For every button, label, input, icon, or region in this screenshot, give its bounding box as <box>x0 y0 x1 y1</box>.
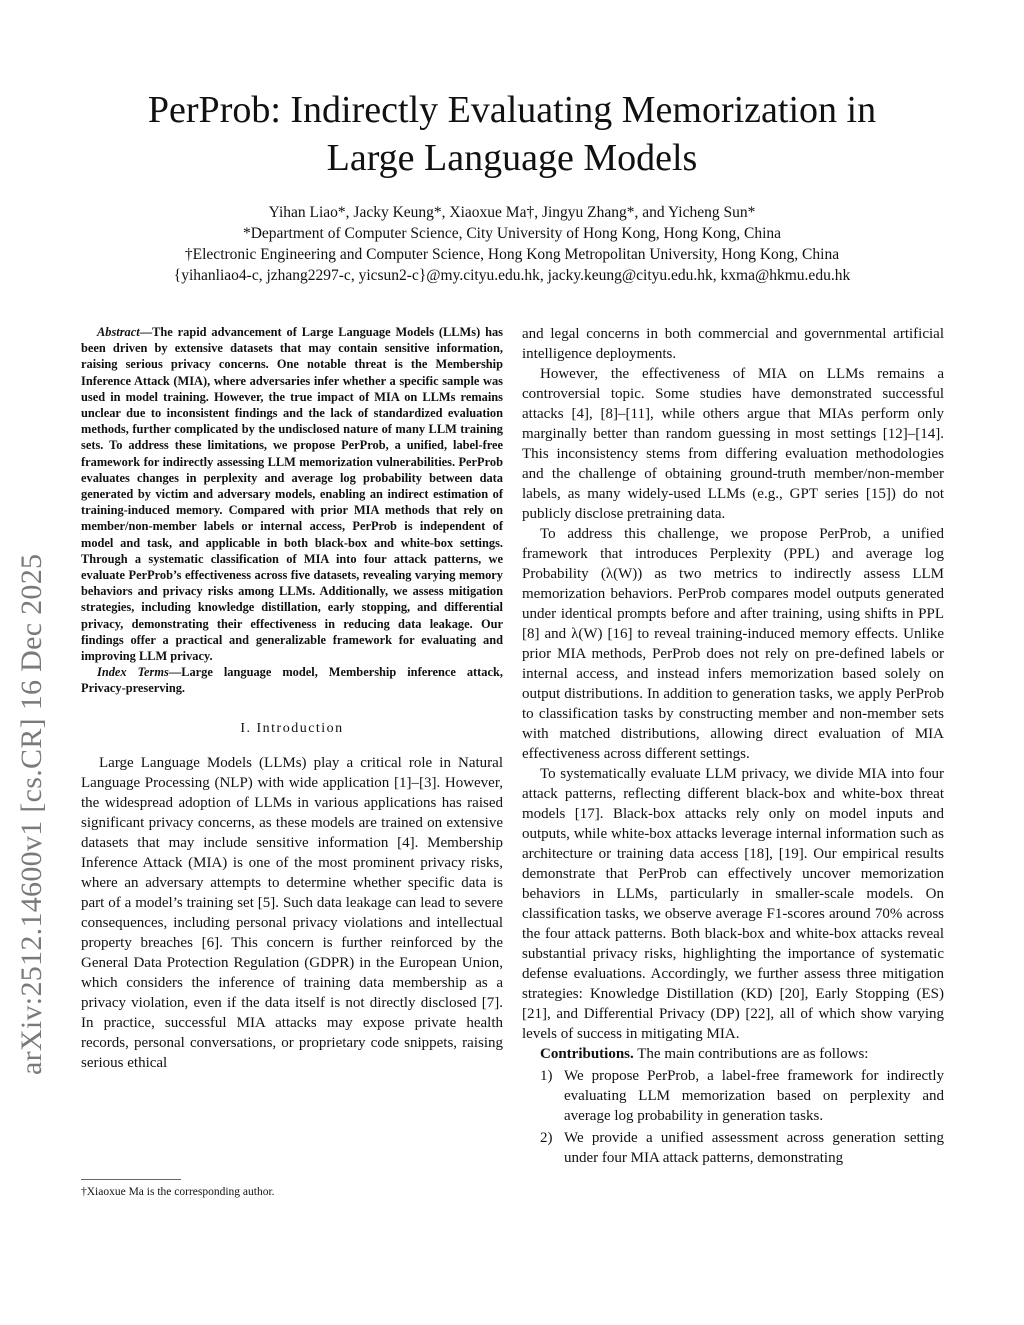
right-paragraph-1: However, the effectiveness of MIA on LLMs remains a controversial topic. Some studies have demonstrated successful attacks [4], [8]–[11], while others argue that MIAs perform only marginally better than random guessing in most settings [12]–[14]. This inconsistency stems from differing evaluation methodologies and the challenge of obtaining ground-truth member/non-member labels, as many widely-used LLMs (e.g., GPT series [15]) do not publicly disclose pretraining data. <box>522 366 944 522</box>
abstract-label: Abstract <box>97 325 140 339</box>
author-emails: {yihanliao4-c, jzhang2297-c, yicsun2-c}@my.cityu.edu.hk, jacky.keung@cityu.edu.hk, kxma@hkmu.edu.hk <box>173 267 851 284</box>
title-line-1: PerProb: Indirectly Evaluating Memorization in <box>147 89 877 131</box>
right-column <box>522 324 944 1170</box>
list-item <box>522 1066 944 1126</box>
paper-title <box>80 86 944 182</box>
affiliation-2: †Electronic Engineering and Computer Science, Hong Kong Metropolitan University, Hong Kong, China <box>184 246 840 263</box>
section-heading-introduction: I. Introduction <box>240 720 344 736</box>
abstract-text: —The rapid advancement of Large Language Models (LLMs) has been driven by extensive datasets that may contain sensitive information, raising serious privacy concerns. One notable threat is the Membership Inference Attack (MIA), where adversaries infer whether a specific sample was used in model training. However, the true impact of MIA on LLMs remains unclear due to inconsistent findings and the lack of standardized evaluation methods, further complicated by the undisclosed nature of many LLM training sets. To address these limitations, we propose PerProb, a unified, label-free framework for indirectly assessing LLM memorization vulnerabilities. PerProb evaluates changes in perplexity and average log probability between data generated by victim and adversary models, enabling an indirect estimation of training-induced memory. Compared with prior MIA methods that rely on member/non-member labels or internal access, PerProb is independent of model and task, and applicable in both black-box and white-box settings. Through a systematic classification of MIA into four attack patterns, we evaluate PerProb’s effectiveness across five datasets, revealing varying memory behaviors and privacy risks among LLMs. Additionally, we assess mitigation strategies, including knowledge distillation, early stopping, and differential privacy, demonstrating their effectiveness in reducing data leakage. Our findings offer a practical and generalizable framework for evaluating and improving LLM privacy. <box>81 325 503 664</box>
list-item-number: 2) <box>540 1130 553 1146</box>
author-list: Yihan Liao*, Jacky Keung*, Xiaoxue Ma†, Jingyu Zhang*, and Yicheng Sun* <box>268 204 756 221</box>
list-item-number: 1) <box>540 1068 553 1084</box>
contributions-text: The main contributions are as follows: <box>633 1046 869 1062</box>
footnote: †Xiaoxue Ma is the corresponding author. <box>81 1185 501 1199</box>
right-paragraph-0: and legal concerns in both commercial and governmental artificial intelligence deployments. <box>522 326 944 362</box>
affiliation-1: *Department of Computer Science, City University of Hong Kong, Hong Kong, China <box>242 225 782 242</box>
index-terms-text: —Large language model, Membership inference attack, Privacy-preserving. <box>81 665 503 696</box>
list-item-text: We propose PerProb, a label-free framework for indirectly evaluating LLM memorization based on perplexity and average log probability in generation tasks. <box>564 1068 944 1124</box>
right-paragraph-2: To address this challenge, we propose PerProb, a unified framework that introduces Perplexity (PPL) and average log Probability (λ(W)) as two metrics to indirectly assess LLM memorization behaviors. PerProb compares model outputs generated under identical prompts before and after training, using shifts in PPL [8] and λ(W) [16] to reveal training-induced memory effects. Unlike prior MIA methods, PerProb does not rely on pre-defined labels or internal access, and instead infers memorization based solely on output distributions. In addition to generation tasks, we apply PerProb to classification tasks by constructing member and non-member sets with matched distributions, allowing direct evaluation of MIA effectiveness across different settings. <box>522 526 944 762</box>
index-terms-label: Index Terms <box>97 665 169 680</box>
arxiv-side-label: arXiv:2512.14600v1 [cs.CR] 16 Dec 2025 <box>15 553 48 1075</box>
list-item-text: We provide a unified assessment across generation setting under four MIA attack patterns, demonstrating <box>564 1130 944 1166</box>
abstract <box>81 324 503 697</box>
title-line-2: Large Language Models <box>326 137 698 179</box>
right-paragraph-3: To systematically evaluate LLM privacy, we divide MIA into four attack patterns, reflecting different black-box and white-box threat models [17]. Black-box attacks rely only on model inputs and outputs, while white-box attacks leverage internal information such as architecture or training data access [18], [19]. Our empirical results demonstrate that PerProb can effectively uncover memorization behaviors in LLMs, particularly in smaller-scale models. On classification tasks, we observe average F1-scores around 70% across the four attack patterns. Both black-box and white-box attacks reveal substantial privacy risks, highlighting the importance of systematic defense evaluations. Accordingly, we further assess three mitigation strategies: Knowledge Distillation (KD) [20], Early Stopping (ES) [21], and Differential Privacy (DP) [22], all of which show varying levels of success in mitigating MIA. <box>522 766 944 1042</box>
author-block <box>80 202 944 286</box>
contributions-list <box>522 1066 944 1168</box>
list-item <box>522 1128 944 1168</box>
contributions-label: Contributions. <box>540 1046 634 1062</box>
left-column <box>81 324 503 1073</box>
contributions-paragraph <box>522 1044 944 1064</box>
intro-paragraph-1: Large Language Models (LLMs) play a critical role in Natural Language Processing (NLP) with wide application [1]–[3]. However, the widespread adoption of LLMs in various applications has raised significant privacy concerns, as these models are trained on extensive datasets that may include sensitive information [4]. Membership Inference Attack (MIA) is one of the most prominent privacy risks, where an adversary attempts to determine whether specific data is part of a model’s training set [5]. Such data leakage can lead to severe consequences, including personal privacy violations and intellectual property breaches [6]. This concern is further reinforced by the General Data Protection Regulation (GDPR) in the European Union, which considers the inference of training data membership as a privacy violation, even if the data itself is not directly disclosed [7]. In practice, successful MIA attacks may expose private health records, personal conversations, or proprietary code snippets, raising serious ethical <box>81 754 503 1071</box>
